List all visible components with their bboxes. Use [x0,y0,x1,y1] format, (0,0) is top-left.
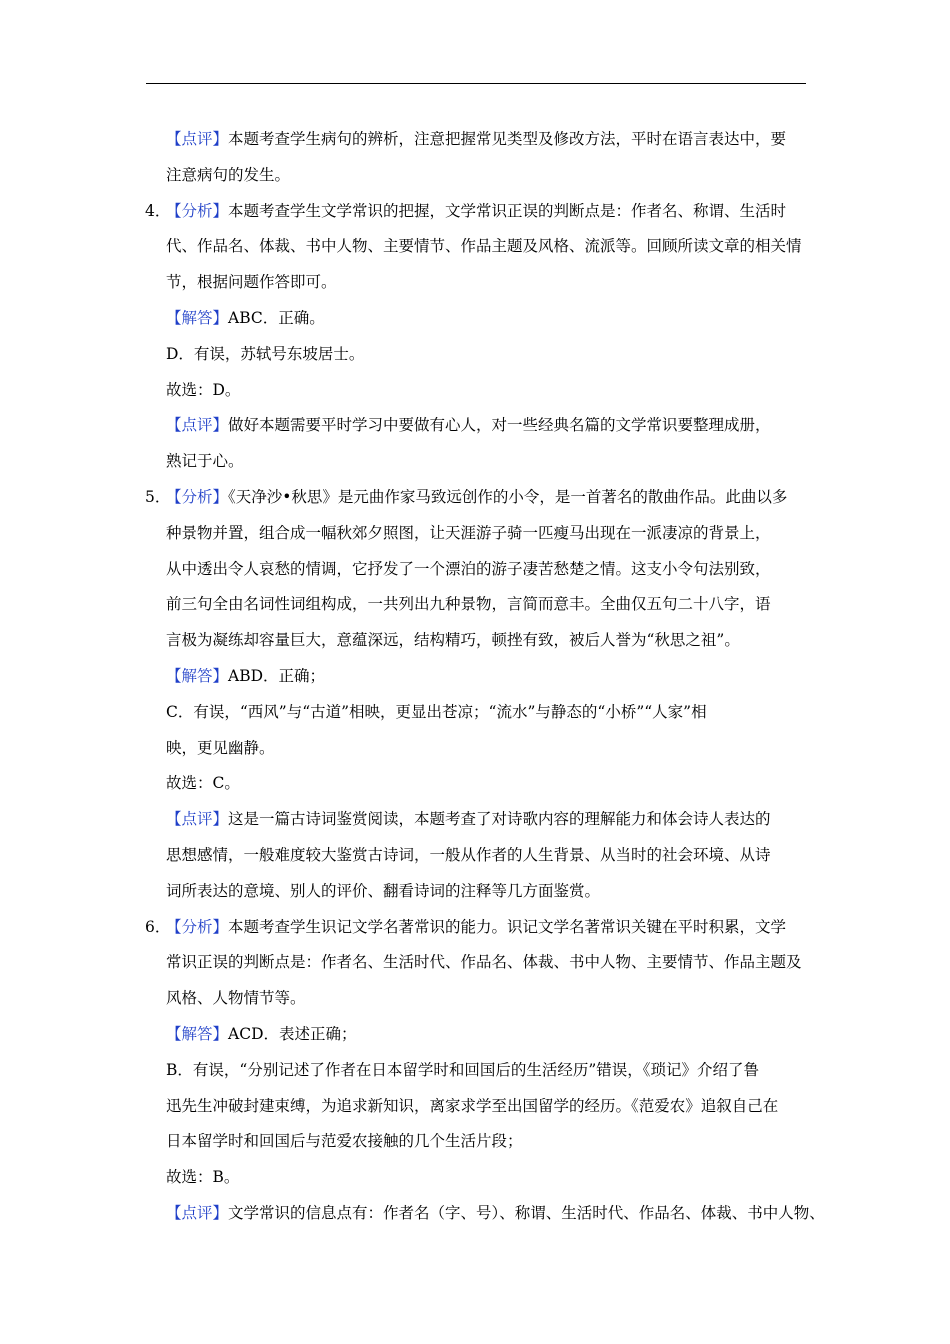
section-tag: 【点评】 [166,810,229,829]
document-body [0,122,950,1232]
text-line [0,480,950,516]
text-line [0,516,950,552]
section-tag: 【点评】 [166,130,229,148]
text-line [0,408,950,444]
line-text: 从中透出令人哀愁的情调，它抒发了一个漂泊的游子凄苦愁楚之情。这支小令句法别致， [166,559,771,578]
line-text: 《天净沙•秋思》是元曲作家马致远创作的小令，是一首著名的散曲作品。此曲以多 [228,487,788,506]
line-text: 故选：B。 [166,1168,240,1187]
text-line [0,158,950,194]
line-text: 故选：C。 [166,774,240,793]
line-text: 这是一篇古诗词鉴赏阅读，本题考查了对诗歌内容的理解能力和体会诗人表达的 [228,810,771,829]
line-text: 故选：D。 [166,380,241,399]
section-tag: 【解答】 [166,666,229,685]
section-tag: 【分析】 [166,487,229,506]
line-text: 文学常识的信息点有：作者名（字、号）、称谓、生活时代、作品名、体裁、书中人物、 [228,1203,825,1222]
line-text: C．有误，“西风”与“古道”相映，更显出苍凉；“流水”与静态的“小桥”“人家”相 [166,702,707,721]
text-line [0,552,950,588]
section-tag: 【分析】 [166,917,229,936]
line-text: 前三句全由名词性词组构成，一共列出九种景物，言简而意丰。全曲仅五句二十八字，语 [166,595,771,614]
line-text: 言极为凝练却容量巨大，意蕴深远，结构精巧，顿挫有致，被后人誉为“秋思之祖”。 [166,631,740,650]
text-line [0,301,950,337]
line-text: 本题考查学生识记文学名著常识的能力。识记文学名著常识关键在平时积累，文学 [228,917,787,936]
text-line [0,337,950,373]
text-line [0,587,950,623]
item-number: 5． [145,487,171,506]
item-number: 6． [145,917,171,936]
text-line [0,265,950,301]
text-line [0,623,950,659]
line-text: 映，更见幽静。 [166,738,275,757]
line-text: ABC．正确。 [228,308,325,327]
text-line [0,1196,950,1232]
item-number: 4． [145,201,171,220]
text-line [0,1053,950,1089]
text-line [0,1124,950,1160]
line-text: 词所表达的意境、别人的评价、翻看诗词的注释等几方面鉴赏。 [166,881,601,900]
section-tag: 【点评】 [166,416,229,435]
line-text: 熟记于心。 [166,452,244,471]
line-text: D．有误，苏轼号东坡居士。 [166,344,365,363]
section-tag: 【解答】 [166,308,229,327]
line-text: 节，根据问题作答即可。 [166,273,337,292]
section-tag: 【点评】 [166,1203,229,1222]
text-line [0,373,950,409]
section-tag: 【解答】 [166,1024,229,1043]
text-line [0,874,950,910]
line-text: 代、作品名、体裁、书中人物、主要情节、作品主题及风格、流派等。回顾所读文章的相关情 [166,237,802,256]
line-text: ABD．正确； [228,666,326,685]
line-text: 日本留学时和回国后与范爱农接触的几个生活片段； [166,1132,523,1151]
header-rule [146,83,806,84]
line-text: 种景物并置，组合成一幅秋郊夕照图，让天涯游子骑一匹瘦马出现在一派凄凉的背景上， [166,523,771,542]
line-text: 迅先生冲破封建束缚，为追求新知识，离家求学至出国留学的经历。《范爱农》追叙自己在 [166,1096,779,1115]
text-line [0,659,950,695]
text-line [0,695,950,731]
text-line [0,838,950,874]
section-tag: 【分析】 [166,201,229,220]
text-line [0,1089,950,1125]
line-text: 风格、人物情节等。 [166,989,306,1008]
text-line [0,1160,950,1196]
line-text: ACD．表述正确； [228,1024,357,1043]
text-line [0,802,950,838]
text-line [0,1017,950,1053]
text-line [0,766,950,802]
text-line [0,945,950,981]
text-line [0,229,950,265]
line-text: B．有误，“分别记述了作者在日本留学时和回国后的生活经历”错误，《琐记》介绍了鲁 [166,1060,759,1079]
line-text: 本题考查学生病句的辨析，注意把握常见类型及修改方法，平时在语言表达中，要 [228,130,787,148]
text-line [0,194,950,230]
line-text: 思想感情，一般难度较大鉴赏古诗词，一般从作者的人生背景、从当时的社会环境、从诗 [166,845,771,864]
line-text: 做好本题需要平时学习中要做有心人，对一些经典名篇的文学常识要整理成册， [228,416,771,435]
text-line [0,731,950,767]
line-text: 常识正误的判断点是：作者名、生活时代、作品名、体裁、书中人物、主要情节、作品主题及 [166,953,802,972]
line-text: 本题考查学生文学常识的把握，文学常识正误的判断点是：作者名、称谓、生活时 [228,201,787,220]
line-text: 注意病句的发生。 [166,165,291,184]
text-line [0,910,950,946]
text-line [0,444,950,480]
text-line [0,981,950,1017]
text-line [0,122,950,158]
